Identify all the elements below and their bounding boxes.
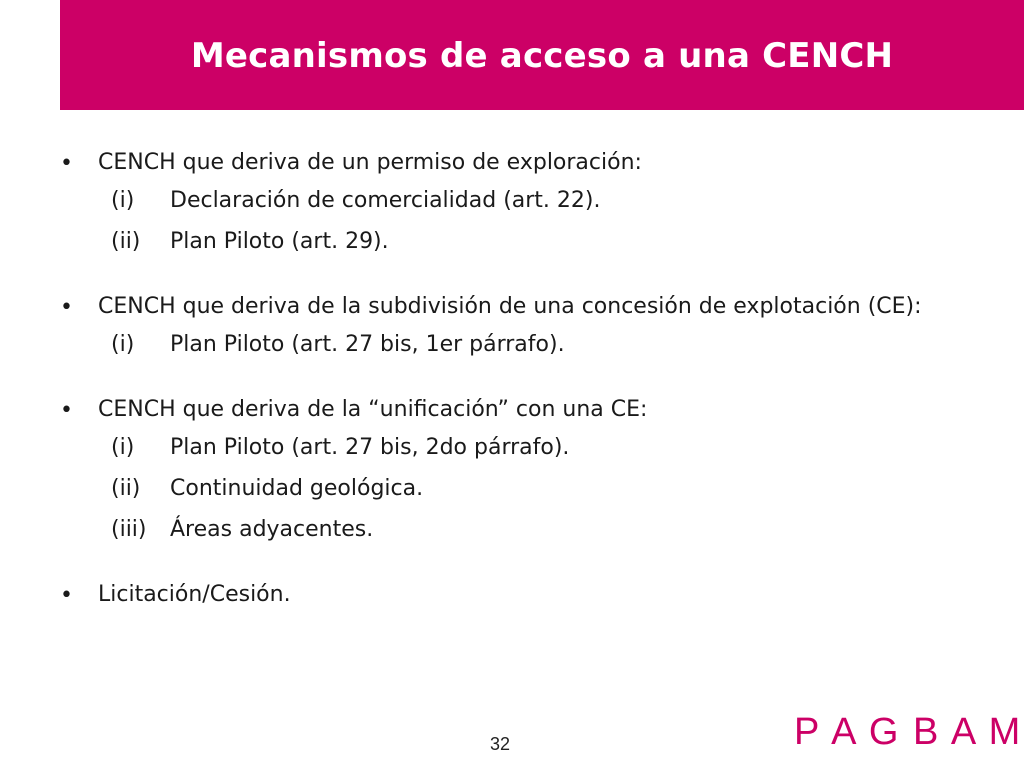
sub-item: [98, 509, 960, 550]
bullet-item: [60, 146, 960, 262]
sub-item-text: Plan Piloto (art. 27 bis, 1er párrafo).: [170, 332, 565, 357]
sub-item-number: (ii): [111, 229, 141, 254]
sub-item: [98, 180, 960, 221]
pagbam-logo: P A G B A M: [794, 711, 1023, 753]
sub-item-text: Plan Piloto (art. 27 bis, 2do párrafo).: [170, 435, 570, 460]
bullet-text: Licitación/Cesión.: [98, 582, 291, 607]
sub-item-text: Plan Piloto (art. 29).: [170, 229, 389, 254]
bullet-dot-icon: •: [60, 583, 73, 608]
bullet-list: [60, 146, 960, 640]
sub-item: [98, 427, 960, 468]
page-number: 32: [490, 734, 511, 754]
sub-item-number: (i): [111, 435, 135, 460]
sub-item-number: (ii): [111, 476, 141, 501]
bullet-dot-icon: •: [60, 295, 73, 320]
sub-item-number: (i): [111, 332, 135, 357]
sub-item: [98, 324, 960, 365]
sub-item-number: (iii): [111, 517, 147, 542]
title-bar: [60, 0, 1024, 110]
sub-item-number: (i): [111, 188, 135, 213]
bullet-item: [60, 290, 960, 365]
bullet-text: CENCH que deriva de la subdivisión de una concesión de explotación (CE):: [98, 294, 922, 319]
sub-item-text: Continuidad geológica.: [170, 476, 424, 501]
sub-item-text: Declaración de comercialidad (art. 22).: [170, 188, 601, 213]
bullet-item: [60, 578, 960, 612]
sub-item: [98, 468, 960, 509]
sub-item: [98, 221, 960, 262]
bullet-text: CENCH que deriva de un permiso de exploración:: [98, 150, 642, 175]
bullet-text: CENCH que deriva de la “unificación” con una CE:: [98, 397, 648, 422]
bullet-dot-icon: •: [60, 151, 73, 176]
slide-title: Mecanismos de acceso a una CENCH: [190, 36, 894, 76]
bullet-item: [60, 393, 960, 550]
bullet-dot-icon: •: [60, 398, 73, 423]
sub-item-text: Áreas adyacentes.: [170, 517, 374, 542]
